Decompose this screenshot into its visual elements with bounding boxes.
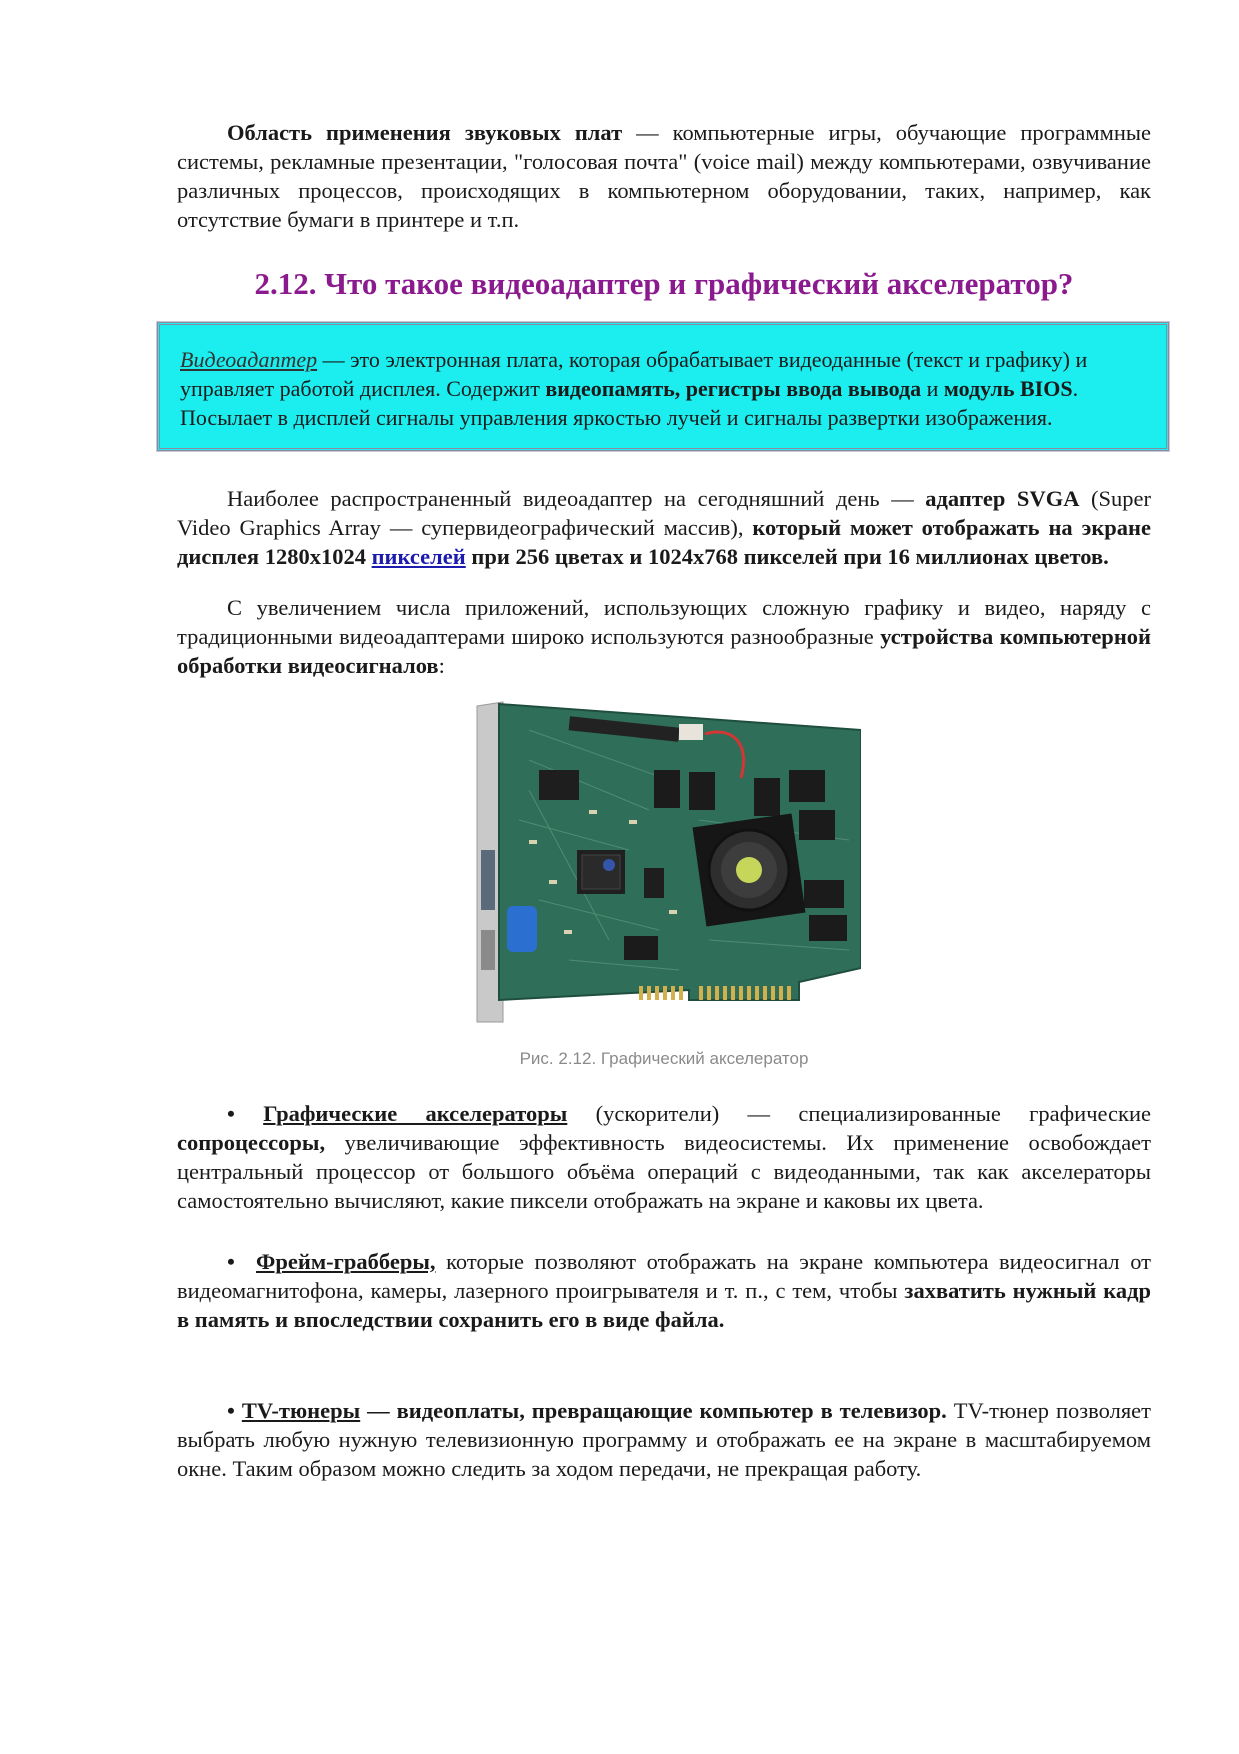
bullet-tv-tuners-text-1: TV-тюнер позволяет выбрать любую нужную телевизионную программу и отображать ее на экране в масштабируемом окне. Таким образом можно следить за ходом передачи, не прекращая работу. [177, 1398, 1151, 1481]
document-page [177, 118, 1151, 1483]
definition-bold-2: модуль BIOS [943, 376, 1073, 401]
svga-paragraph [177, 484, 1151, 571]
bullet-accelerators [177, 1099, 1151, 1215]
definition-term-link[interactable]: Видеоадаптер [180, 347, 318, 372]
bullet-icon: • [227, 1249, 235, 1274]
figure [177, 700, 1151, 1069]
svga-text-1: Наиболее распространенный видеоадаптер на сегодняшний день — [227, 486, 926, 511]
svga-text-2: (Super Video Graphics Array — супервидеографический массив), [177, 486, 1151, 540]
bullet-accelerators-text-2: увеличивающие эффективность видеосистемы. Их применение освобождает центральный процессор от большого объёма операций с видеоданными, так как акселераторы самостоятельно вычисляют, какие пиксели отображать на экране и каковы их цвета. [177, 1130, 1151, 1213]
bullet-tv-tuners-title[interactable]: TV-тюнеры [241, 1398, 361, 1423]
bullet-tv-tuners [177, 1396, 1151, 1483]
bullet-frame-grabbers [177, 1247, 1151, 1334]
devices-text-2: : [438, 653, 445, 678]
definition-text-3: . Посылает в дисплей сигналы управления яркостью лучей и сигналы развертки изображения. [180, 376, 1079, 430]
graphics-card-image [469, 700, 861, 1024]
bullet-accelerators-text-1: (ускорители) — специализированные графические [567, 1101, 1152, 1126]
bullet-tv-tuners-bold-1: — видеоплаты, превращающие компьютер в телевизор. [360, 1398, 947, 1423]
devices-text-1: С увеличением числа приложений, использующих сложную графику и видео, наряду с традиционными видеоадаптерами широко используются разнообразные [177, 595, 1151, 649]
intro-bold-lead: Область применения звуковых плат [227, 120, 623, 145]
definition-text-2: и [921, 376, 944, 401]
bullet-frame-grabbers-bold-1: захватить нужный кадр в память и впоследствии сохранить его в виде файла. [177, 1278, 1151, 1332]
definition-bold-1: видеопамять, регистры ввода вывода [545, 376, 922, 401]
bullet-accelerators-title[interactable]: Графические акселераторы [263, 1101, 568, 1126]
bullet-icon: • [227, 1398, 235, 1423]
bullet-accelerators-bold-1: сопроцессоры, [177, 1130, 326, 1155]
intro-paragraph [177, 118, 1151, 234]
bullet-icon: • [227, 1101, 235, 1126]
figure-caption: Рис. 2.12. Графический акселератор [519, 1049, 809, 1068]
pixels-link[interactable]: пикселей [371, 544, 466, 569]
bullet-frame-grabbers-text-1: которые позволяют отображать на экране компьютера видеосигнал от видеомагнитофона, камеры, лазерного проигрывателя и т. п., с тем, чтобы [177, 1249, 1151, 1303]
intro-text: — компьютерные игры, обучающие программные системы, рекламные презентации, "голосовая почта" (voice mail) между компьютерами, озвучивание различных процессов, происходящих в компьютерном оборудовании, таких, например, как отсутствие бумаги в принтере и т.п. [177, 120, 1151, 232]
definition-text [180, 345, 1146, 432]
svga-bold-3: при 256 цветах и 1024х768 пикселей при 16 миллионах цветов. [465, 544, 1109, 569]
devices-paragraph [177, 593, 1151, 680]
devices-bold-1: устройства компьютерной обработки видеосигналов [177, 624, 1152, 678]
definition-text-1: — это электронная плата, которая обрабатывает видеоданные (текст и графику) и управляет работой дисплея. Содержит [180, 347, 1088, 401]
section-heading: 2.12. Что такое видеоадаптер и графический акселератор? [254, 266, 1074, 301]
bullet-frame-grabbers-title[interactable]: Фрейм-грабберы, [256, 1249, 436, 1274]
definition-box [157, 322, 1169, 451]
svga-bold-2: который может отображать на экране дисплея 1280х1024 [177, 515, 1151, 569]
svga-bold-1: адаптер SVGA [925, 486, 1080, 511]
